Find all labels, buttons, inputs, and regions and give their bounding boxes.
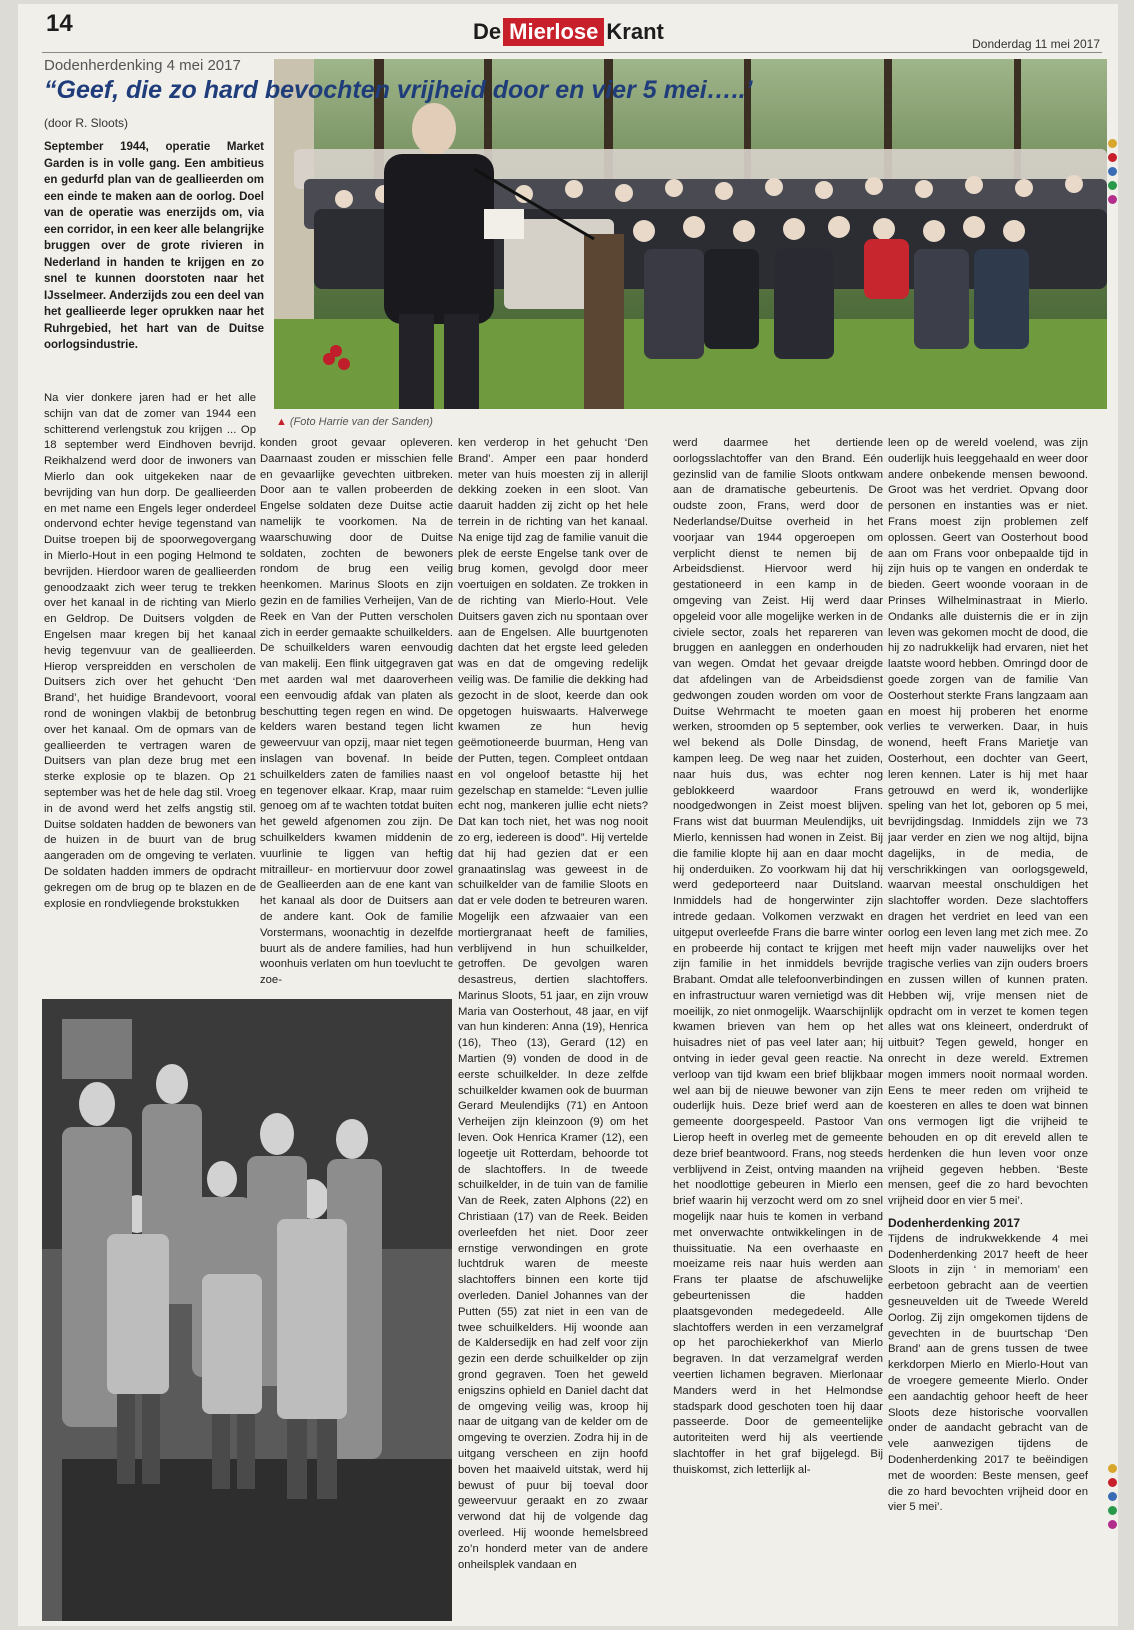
- margin-dots-top: [1106, 139, 1118, 204]
- article-column-4: werd daarmee het dertiende oorlogsslachtoffer van den Brand. Eén gezinslid van de familie Sloots ontkwam aan de dramatische gebeurtenis. De oudste zoon, Frans, werd door de Nederlandse/Duitse overheid in het voorjaar van 1944 opgeroepen om verplicht dienst te nemen bij de Arbeidsdienst. Hiervoor werd hij gestationeerd in een kamp in de omgeving van Zeist. Hij werd daar opgeleid voor alle mogelijke werken in de civiele sector, zoals het repareren van bruggen en aanleggen en onderhouden van wegen. Omdat het gevaar dreigde dat afdelingen van de Arbeidsdienst gedwongen zouden worden om voor de Duitse Wehrmacht te moeten gaan werken, stroomden op 5 september, ook wel bekend als Dolle Dinsdag, de kampen leeg. De weg naar het zuiden, naar huis dus, was echter nog geblokkeerd waardoor Frans noodgedwongen in Zeist moest blijven. Frans wist dat buurman Meulendijks, uit Mierlo, kennissen had wonen in Zeist. Bij die familie klopte hij aan en daar mocht hij onderduiken. Zo voorkwam hij dat hij werd gedeporteerd naar Duitsland. Inmiddels had de hongerwinter zijn intrede gedaan. Volkomen verzwakt en uitgeput overleefde Frans die barre winter en probeerde hij contact te krijgen met zijn familie in het inmiddels bevrijde Brabant. Omdat alle telefoonverbindingen en infrastructuur waren vernietigd was dit moeilijk, zo niet onmogelijk. Waarschijnlijk kwamen brieven van hem op het huisadres niet of pas veel later aan; hij ontving in ieder geval geen reactie. Na verloop van tijd kwam een brief blijkbaar wel aan bij de nieuwe bewoner van zijn ouderlijk huis. Deze brief werd aan de gemeente doorgespeeld. Pastoor Van Lierop heeft in overleg met de gemeente deze brief beantwoord. Frans, nog steeds verblijvend in Zeist, ontving maanden na het noodlottige gebeuren in Mierlo een brief waarin hij verzocht werd om zo snel mogelijk naar huis te komen in verband met onverwachte ontwikkelingen in de thuissituatie. Na een overhaaste en moeizame reis naar huis werden aan Frans ter plaatse de afschuwelijke gebeurtenissen die hadden plaatsgevonden medegedeeld. Alle slachtoffers werden in een verzamelgraf op het parochiekerkhof van Mierlo begraven. In dat verzamelgraf werden veertien lichamen begraven. Mierlonaar Manders werd in het Helmondse stadspark dood geschoten toen hij daar passeerde. Door de gemeentelijke autoriteiten werd hij als veertiende slachtoffer in het graf bijgelegd. Bij thuiskomst, zich letterlijk al-: [673, 437, 883, 1476]
- byline: (door R. Sloots): [44, 116, 129, 130]
- column-5-after: Tijdens de indrukwekkende 4 mei Dodenherdenking 2017 heeft de heer Sloots in zijn ‘ in memoriam’ een eerbetoon gebracht aan de veertien gesneuvelden uit de Tweede Wereld Oorlog. Zij zijn omgekomen tijdens de gevechten in de buurtschap ‘Den Brand’ aan de grens tussen de twee kerkdorpen Mierlo en Mierlo-Hout van de vroegere gemeente Mierlo. Onder een aandachtig gehoor heeft de heer Sloots deze historische voorvallen onder de aandacht gebracht van de vele aanwezigen tijdens de Dodenherdenking 2017 te beëindigen met de woorden: Beste mensen, geef die zo hard bevochten vrijheid door en vier 5 mei’.: [888, 1232, 1088, 1514]
- issue-date: Donderdag 11 mei 2017: [972, 37, 1100, 51]
- article-column-1: Na vier donkere jaren had er het alle schijn van dat de zomer van 1944 een schitterend verlengstuk zou krijgen ... Op 18 september werd Eindhoven bevrijd. Reikhalzend werd door de inwoners van Mierlo dan ook uitgekeken naar de bevrijding van hun dorp. De geallieerden en met name een Engels leger onderdeel ondervond echter hevige tegenstand van Duitse troepen bij de spoorwegovergang in Mierlo-Hout in een poging Helmond te bevrijden. Hierdoor waren de geallieerden genoodzaakt zich weer terug te trekken over het kanaal in de richting van Mierlo en Geldrop. De Duitsers volgden de Engelsen maar kregen bij het kanaal hevig tegenvuur van de geallieerden. Hierop verspreidden en verscholen de Duitsers zich over het gehucht ‘Den Brand’, het huidige Brandevoort, vooral rond de woningen vlakbij de betonbrug over het kanaal. Om de opmars van de geallieerden te vertragen waren de Duitsers van plan deze brug met een sterke explosie op te blazen. Op 21 september was het de hele dag stil. Vroeg in de avond werd het zelfs angstig stil. Duitse soldaten hadden de bewoners van de huizen in de buurt van de brug aangeraden om de omgeving te verlaten. De soldaten hadden immers de opdracht gekregen om de brug op te blazen en de explosie en rondvliegende brokstukken: [44, 392, 256, 910]
- dot-icon: [1108, 1464, 1117, 1473]
- dot-icon: [1108, 1478, 1117, 1487]
- header-rule: [42, 52, 1102, 53]
- article-column-3: ken verderop in het gehucht ‘Den Brand’. Amper een paar honderd meter van huis moesten zij in allerijl dekking zoeken in een sloot. Van daaruit hadden zij zicht op het hele terrein in de richting van het kanaal. Na enige tijd zag de familie vanuit die plek de eerste Engelse tank over de brug komen, gevolgd door meer voertuigen en soldaten. Ze trokken in de richting van Mierlo-Hout. Vele Duitsers gaven zich nu spontaan over aan de Engelsen. Alle buurtgenoten dachten dat het ergste leed geleden was en dat de omgeving redelijk veilig was. De familie die dekking had gezocht in de sloot, keerde dan ook opgetogen huiswaarts. Halverwege kwamen ze hun hevig geëmotioneerde buurman, Heng van der Putten, tegen. Compleet ontdaan en vol ongeloof betastte hij het gezelschap en stamelde: “Leven jullie echt nog, mankeren jullie echt niets? Dat kan toch niet, het was nog nooit zo erg, iedereen is dood”. Hij vertelde dat hij had gezien dat er een granaatinslag was geweest in de schuilkelder van de familie Sloots en dat er vele doden te betreuren waren. Mogelijk een afzwaaier van een mortiergranaat heeft de families, verblijvend in hun schuilkelder, getroffen. De gevolgen waren desastreus, dertien slachtoffers. Marinus Sloots, 51 jaar, en zijn vrouw Maria van Oosterhout, 48 jaar, en vijf van hun kinderen: Anna (19), Henrica (16), Theo (13), Gerard (12) en Martien (9) vonden de dood in de eerste schuilkelder. In deze zelfde schuilkelder kwamen ook de buurman Gerard Meulendijks (71) en Antoon Verheijen zijn kleinzoon (9) om het leven. Ook Henrica Kramer (12), een logeetje uit Rotterdam, behoorde tot de slachtoffers. In de tweede schuilkelder, in de tuin van de familie Van de Reek, zaten Alphons (22) en Christiaan (17) van de Reek. Beiden overleefden het niet. Door zeer ernstige verwondingen en grote luchtdruk waren de meeste slachtoffers binnen een korte tijd overleden. Daniel Johannes van der Putten (55) zat niet in een van de twee schuilkelders. Hij woonde aan de Kaldersedijk en had zelf voor zijn gezin een derde schuilkelder op zijn grond gegraven. Toen het geweld enigszins ophield en Daniel dacht dat de omgeving veilig was, kroop hij naar de uitgang van de kelder om de omgeving te overzien. Zodra hij in de uitgang verscheen en zijn hoofd boven het maaiveld uitstak, werd hij bewust of puur bij toeval door geweervuur geraakt en zo zwaar verwond dat hij de volgende dag overleed. Hij woonde hemelsbreed zo’n honderd meter van de andere onheilsplek vandaan en: [458, 437, 648, 1571]
- dot-icon: [1108, 181, 1117, 190]
- dot-icon: [1108, 153, 1117, 162]
- newspaper-page: [18, 4, 1118, 1626]
- column-5-text: leen op de wereld voelend, was zijn ouderlijk huis leeggehaald en weer door andere onbekende mensen bewoond. Groot was het verdriet. Opvang door personen en instanties was er niet. Frans moest zijn problemen zelf oplossen. Geert van Oosterhout bood aan om Frans voor onbepaalde tijd in zijn huis op te vangen en onderdak te bieden. Geert woonde vooraan in de Prinses Wilhelminastraat in Mierlo. Ondanks alle duisternis die er in zijn leven was gekomen mocht de dood, die hij zo nadrukkelijk had ervaren, niet het laatste woord hebben. Omringd door de goede zorgen van de familie Van Oosterhout sterkte Frans langzaam aan en moest hij proberen het enorme verlies te verwerken. Daar, in huis wonend, heeft Frans Marietje van Oosterhout, een dochter van Geert, leren kennen. Later is hij met haar getrouwd en werd ik, wonderlijke speling van het lot, geboren op 5 mei, bevrijdingsdag. Inmiddels zijn we 73 jaar verder en zien we nog altijd, bijna dagelijks, in de media, de verschrikkingen van oorlogsgeweld, waarvan meestal onschuldigen het slachtoffer worden. Deze slachtoffers dragen het verdriet en leed van een oorlog een leven lang met zich mee. Zo heeft mijn vader nauwelijks over het tragische verlies van zijn ouders broers en zussen willen of kunnen praten. Hebben wij, vrije mensen niet de opdracht om in verzet te komen tegen alles wat ons kleineert, onderdrukt of uitbuit? Tegen geweld, honger en onrecht in deze wereld. Extremen mogen immers nooit normaal worden. Eens te meer reden om vrijheid te koesteren en alles te doen wat binnen ons vermogen ligt die vrijheid te behouden en op dit ereveld allen te herdenken die hun leven voor onze vrijheid gegeven hebben. ‘Beste mensen, geef die zo hard bevochten vrijheid door en vier 5 mei’.: [888, 437, 1088, 1208]
- dot-icon: [1108, 1506, 1117, 1515]
- margin-dots-bottom: [1106, 1464, 1118, 1529]
- masthead-left: De: [473, 19, 502, 44]
- lead-paragraph: September 1944, operatie Market Garden is in volle gang. Een ambitieus en gedurfd plan van de geallieerden om een einde te maken aan de oorlog. Doel van de operatie was enerzijds om, via een corridor, in een keer alle belangrijke bruggen over de grote rivieren in Nederland in handen te krijgen en zo snel te kunnen doorstoten naar het IJsselmeer. Anderzijds zou een deel van het geallieerde leger oprukken naar het Ruhrgebied, het hart van de Duitse oorlogsindustrie.: [44, 141, 264, 351]
- section-kicker: Dodenherdenking 4 mei 2017: [44, 57, 241, 74]
- headline: “Geef, die zo hard bevochten vrijheid door en vier 5 mei…..’: [44, 76, 753, 104]
- article-column-2: konden groot gevaar opleveren. Daarnaast zouden er misschien felle en gevaarlijke gevechten uitbreken. Door aan te vallen probeerden de Engelse soldaten deze Duitse actie namelijk te voorkomen. Na de waarschuwing door de Duitse soldaten, zochten de bewoners rondom de brug een veilig heenkomen. Marinus Sloots en zijn gezin en de families Verheijen, Van de Reek en Van der Putten verscholen zich in eerder gemaakte schuilkelders. De schuilkelders waren eenvoudig van makelij. Een flink uitgegraven gat met aarden wal met daaroverheen een eenvoudig afdak van platen als beschutting tegen regen en wind. De kelders waren bestand tegen licht geweervuur van opzij, maar niet tegen inslagen van bovenaf. In beide schuilkelders zaten de families naast en tegenover elkaar. Krap, maar ruim genoeg om af te wachten totdat buiten het geweld afgenomen zou zijn. De schuilkelders kwamen middenin de vuurlinie te liggen van heftig mitrailleur- en mortiervuur door zowel de Geallieerden aan de ene kant van het kanaal als door de Duitsers aan de andere kant. Ook de familie Vorstermans, woonachtig in dezelfde buurt als de andere families, had hun woonhuis verlaten om hun toevlucht te zoe-: [260, 437, 453, 987]
- masthead-logo: [473, 18, 664, 46]
- caption-text: (Foto Harrie van der Sanden): [289, 416, 433, 428]
- masthead-middle: Mierlose: [503, 18, 604, 46]
- photo-caption: [276, 416, 433, 428]
- article-column-5: [888, 436, 1088, 1626]
- family-photo: [42, 999, 452, 1621]
- ceremony-photo: [274, 59, 1107, 409]
- subhead-dodenherdenking: Dodenherdenking 2017: [888, 1216, 1021, 1231]
- dot-icon: [1108, 195, 1117, 204]
- page-number: 14: [46, 10, 73, 37]
- dot-icon: [1108, 167, 1117, 176]
- masthead-right: Krant: [606, 19, 664, 44]
- dot-icon: [1108, 139, 1117, 148]
- caption-triangle-icon: ▲: [276, 416, 287, 428]
- dot-icon: [1108, 1492, 1117, 1501]
- dot-icon: [1108, 1520, 1117, 1529]
